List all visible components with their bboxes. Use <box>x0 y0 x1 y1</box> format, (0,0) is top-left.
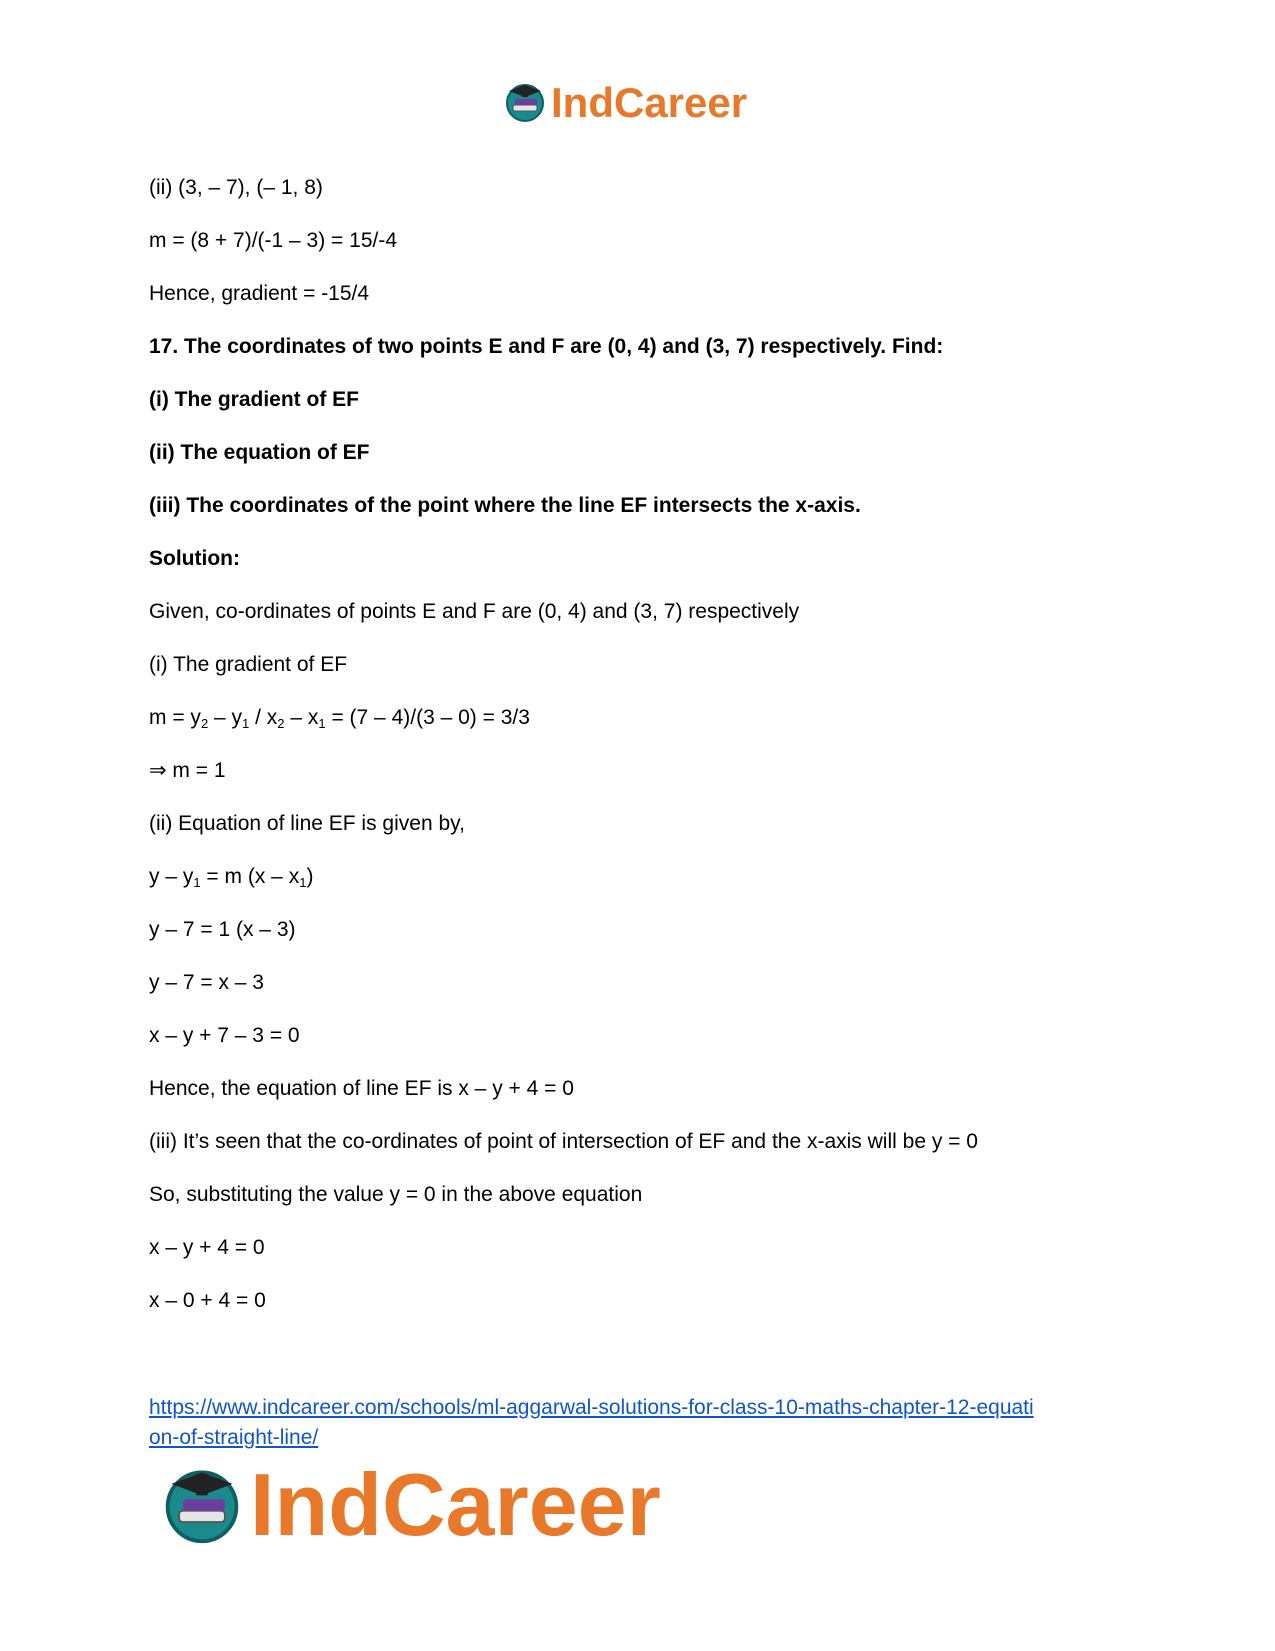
solution-line: Given, co-ordinates of points E and F are (0, 4) and (3, 7) respectively <box>149 600 800 623</box>
source-link-line-2[interactable]: on-of-straight-line/ <box>149 1426 319 1449</box>
solution-line: (i) The gradient of EF <box>149 653 348 676</box>
solution-label: Solution: <box>149 547 240 570</box>
source-link-line-1[interactable]: https://www.indcareer.com/schools/ml-aggarwal-solutions-for-class-10-maths-chapter-12-equati <box>149 1396 1034 1419</box>
solution-line: y – 7 = x – 3 <box>149 971 264 994</box>
question-part: (i) The gradient of EF <box>149 388 359 411</box>
solution-line: ⇒ m = 1 <box>149 759 226 782</box>
gradient-formula: $m = y_2 - y_1 / x_2 - x_1 = (7 - 4)/(3 - 0) = 3/3$ <box>149 706 530 731</box>
footer-logo <box>160 1455 661 1554</box>
answer-line: (ii) (3, – 7), (– 1, 8) <box>149 176 323 199</box>
solution-line: (ii) Equation of line EF is given by, <box>149 812 465 835</box>
logo-text: IndCareer <box>551 79 748 126</box>
line-equation-formula: $y - y_1 = m$ $(x - x_1)$ <box>149 865 314 890</box>
question-heading: 17. The coordinates of two points E and F are (0, 4) and (3, 7) respectively. Find: <box>149 335 944 358</box>
solution-line: x – y + 4 = 0 <box>149 1236 265 1259</box>
question-part: (ii) The equation of EF <box>149 441 370 464</box>
logo-text: IndCareer <box>250 1455 661 1554</box>
source-link[interactable] <box>149 1393 1129 1453</box>
solution-line: y – 7 = 1 (x – 3) <box>149 918 296 941</box>
solution-line: x – 0 + 4 = 0 <box>149 1289 266 1312</box>
solution-line: Hence, the equation of line EF is x – y + 4 = 0 <box>149 1077 574 1100</box>
solution-line: x – y + 7 – 3 = 0 <box>149 1024 300 1047</box>
header-logo <box>503 80 747 126</box>
question-part: (iii) The coordinates of the point where the line EF intersects the x-axis. <box>149 494 861 517</box>
answer-line: Hence, gradient = -15/4 <box>149 282 370 305</box>
solution-line: (iii) It’s seen that the co-ordinates of point of intersection of EF and the x-axis will be y = 0 <box>149 1130 978 1153</box>
logo-globe-icon <box>503 79 547 128</box>
solution-line: So, substituting the value y = 0 in the above equation <box>149 1183 643 1206</box>
answer-line: m = (8 + 7)/(-1 – 3) = 15/-4 <box>149 229 398 252</box>
logo-globe-icon <box>160 1461 244 1550</box>
